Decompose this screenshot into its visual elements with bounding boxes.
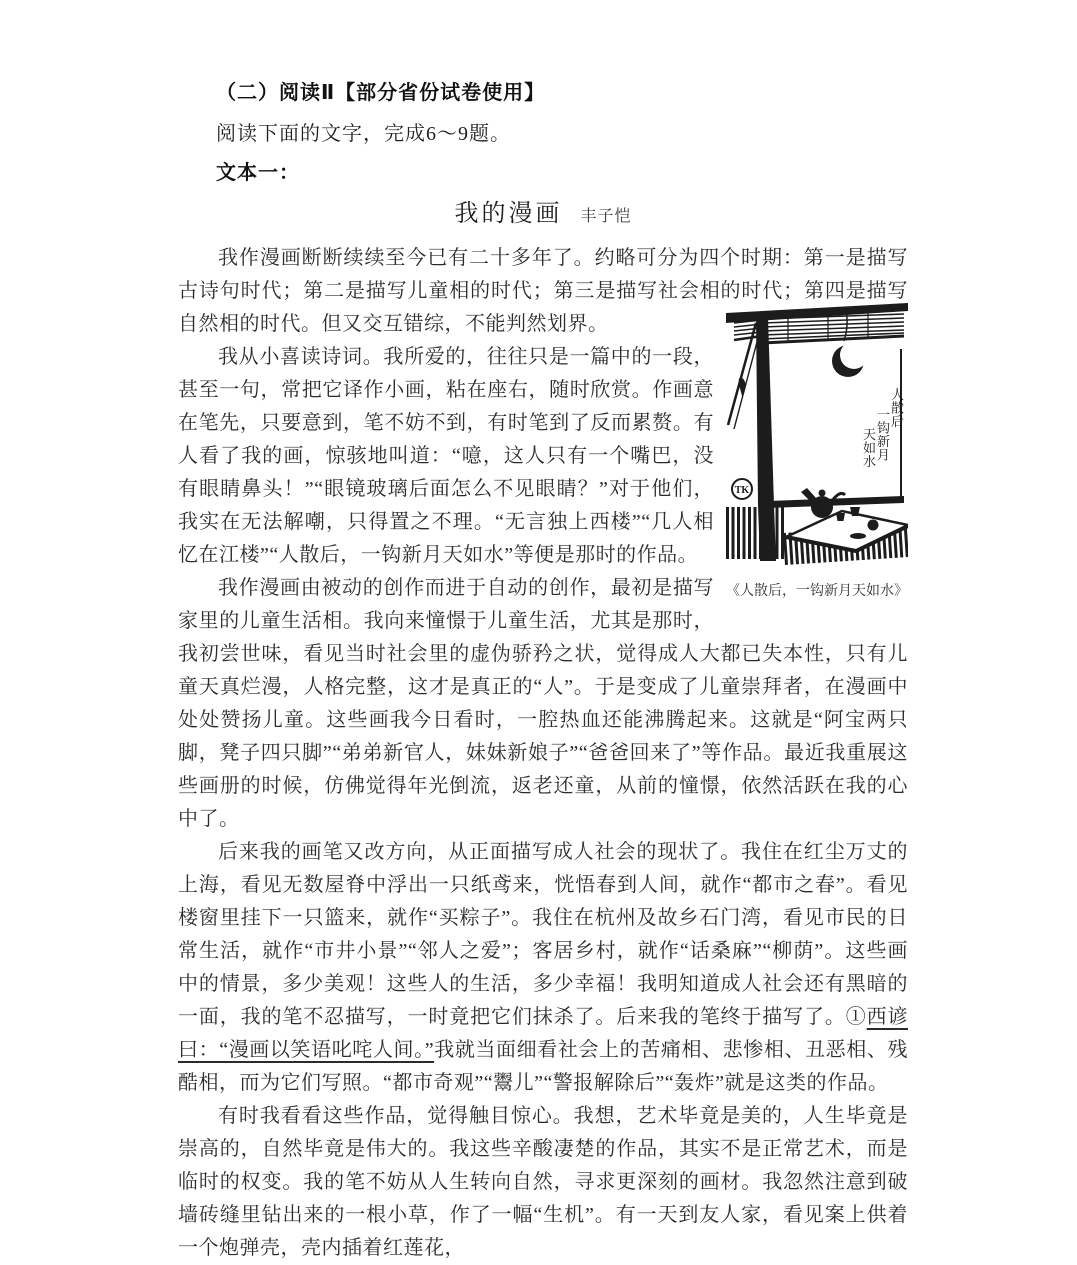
- seal-text: TK: [734, 485, 750, 496]
- ink-painting: [726, 299, 908, 567]
- paragraph-4: [178, 836, 908, 1100]
- article-body: [178, 242, 908, 1265]
- paragraph-4-tail: 我就当面细看社会上的苦痛相、悲惨相、丑恶相、残酷相，而为它们写照。“都市奇观”“鬻儿”“警报解除后”“轰炸”就是这类的作品。: [178, 1039, 908, 1094]
- text-one-label: 文本一：: [216, 162, 300, 184]
- paragraph-2: 我从小喜读诗词。我所爱的，往往只是一篇中的一段，甚至一句，常把它译作小画，粘在座右，随时欣赏。作画意在笔先，只要意到，笔不妨不到，有时笔到了反而累赘。有人看了我的画，惊骇地叫道：“噫，这人只有一个嘴巴，没有眼睛鼻头！”“眼镜玻璃后面怎么不见眼睛？”对于他们，我实在无法解嘲，只得置之不理。“无言独上西楼”“几人相忆在江楼”“人散后，一钩新月天如水”等便是那时的作品。: [178, 346, 714, 566]
- instruction-line: 阅读下面的文字，完成6～9题。: [216, 123, 511, 145]
- paragraph-5: 有时我看看这些作品，觉得触目惊心。我想，艺术毕竟是美的，人生毕竟是崇高的，自然毕竟是伟大的。我这些辛酸凄楚的作品，其实不是正常艺术，而是临时的权变。我的笔不妨从人生转向自然，寻求更深刻的画材。我忽然注意到破墙砖缝里钻出来的一根小草，作了一幅“生机”。有一天到友人家，看见案上供着一个炮弹壳，壳内插着红莲花，: [178, 1105, 908, 1259]
- article-title-line: [178, 193, 908, 228]
- exam-page: [178, 76, 908, 1265]
- paragraph-3: 我作漫画由被动的创作而进于自动的创作，最初是描写家里的儿童生活相。我向来憧憬于儿童生活，尤其是那时，我初尝世味，看见当时社会里的虚伪骄矜之状，觉得成人大都已失本性，只有儿童天真烂漫，人格完整，这才是真正的“人”。于是变成了儿童崇拜者，在漫画中处处赞扬儿童。这些画我今日看时，一腔热血还能沸腾起来。这就是“阿宝两只脚，凳子四只脚”“弟弟新官人，妹妹新娘子”“爸爸回来了”等作品。最近我重展这些画册的时候，仿佛觉得年光倒流，返老还童，从前的憧憬，依然活跃在我的心中了。: [178, 577, 908, 830]
- paragraph-1: 我作漫画断断续续至今已有二十多年了。约略可分为四个时期：第一是描写古诗句时代；第二是描写儿童相的时代；第三是描写社会相的时代；第四是描写自然相的时代。但又交互错综，不能判然划界。: [178, 247, 908, 335]
- inscription-column-1: 人散后: [891, 387, 905, 429]
- illustration-figure: [726, 299, 908, 602]
- article-author: 丰子恺: [580, 208, 632, 225]
- article-title: 我的漫画: [454, 201, 563, 227]
- underlined-proverb: 西谚曰：“漫画以笑语叱咤人间。”: [178, 1006, 909, 1061]
- inscription-column-2: 一钩新月: [877, 407, 891, 463]
- inscription-column-3: 天如水: [863, 427, 877, 469]
- artist-seal-icon: [732, 479, 752, 499]
- section-heading: （二）阅读Ⅱ【部分省份试卷使用】: [216, 82, 546, 104]
- paragraph-4-lead: 后来我的画笔又改方向，从正面描写成人社会的现状了。我住在红尘万丈的上海，看见无数屋脊中浮出一只纸鸢来，恍悟春到人间，就作“都市之春”。看见楼窗里挂下一只篮来，就作“买粽子”。我住在杭州及故乡石门湾，看见市民的日常生活，就作“市井小景”“邻人之爱”；客居乡村，就作“话桑麻”“柳荫”。这些画中的情景，多少美观！这些人的生活，多少幸福！我明知道成人社会还有黑暗的一面，我的笔不忍描写，一时竟把它们抹杀了。后来我的笔终于描写了。①: [178, 841, 908, 1028]
- illustration-caption: 《人散后，一钩新月天如水》: [726, 584, 908, 599]
